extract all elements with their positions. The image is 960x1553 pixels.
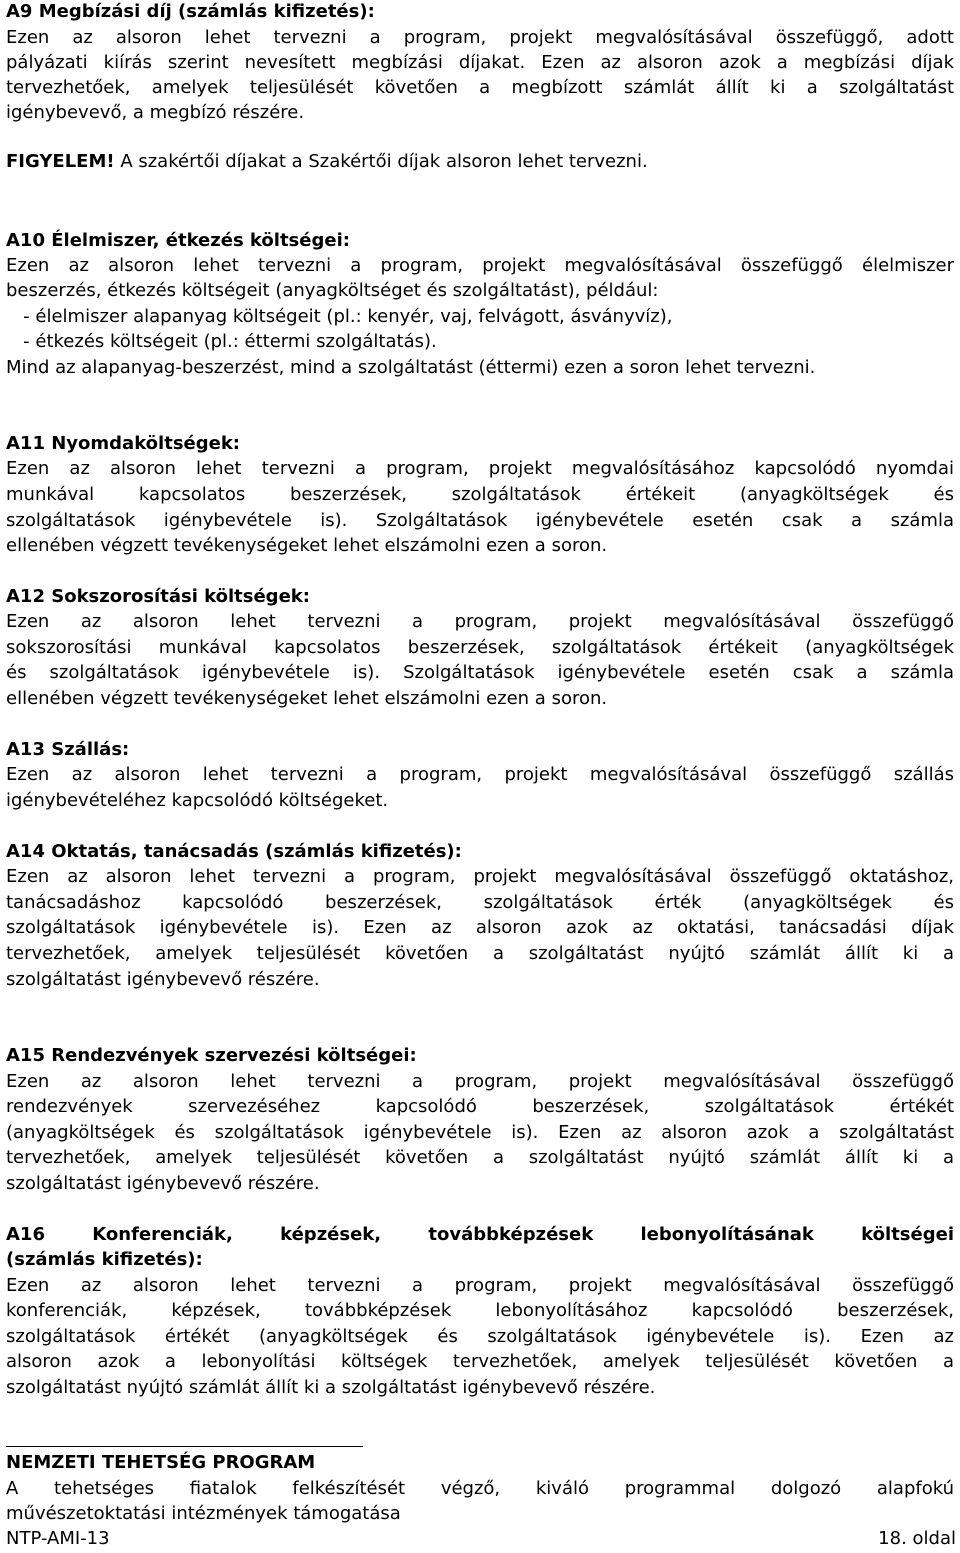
notice-text: A szakértői díjakat a Szakértői díjak alsoron lehet tervezni. xyxy=(114,151,648,172)
section-a16-line: szolgáltatások értékét (anyagköltségek és szolgáltatások igénybevétele is). Ezen az xyxy=(6,1326,954,1347)
notice-line xyxy=(6,151,648,173)
section-a16-heading: A16 Konferenciák, képzések, továbbképzések lebonyolításának költségei xyxy=(6,1224,954,1245)
section-a10-list-item: - étkezés költségeit (pl.: éttermi szolgáltatás). xyxy=(6,331,437,352)
section-a14-heading: A14 Oktatás, tanácsadás (számlás kifizetés): xyxy=(6,841,462,862)
section-a9-line: Ezen az alsoron lehet tervezni a program, projekt megvalósításával összefüggő, adott xyxy=(6,27,954,48)
section-a10-line: Ezen az alsoron lehet tervezni a program, projekt megvalósításával összefüggő élelmiszer xyxy=(6,255,954,276)
section-a10-line: beszerzés, étkezés költségeit (anyagköltséget és szolgáltatást), például: xyxy=(6,280,659,301)
section-a16-line: konferenciák, képzések, továbbképzések lebonyolításához kapcsolódó beszerzések, xyxy=(6,1300,954,1321)
section-a15-line: szolgáltatást igénybevevő részére. xyxy=(6,1173,320,1194)
section-a11-line: munkával kapcsolatos beszerzések, szolgáltatások értékeit (anyagköltségek és xyxy=(6,484,954,505)
section-a16-line: alsoron azok a lebonyolítási költségek tervezhetőek, amelyek teljesülését követően a xyxy=(6,1351,954,1372)
section-a14-line: szolgáltatások igénybevétele is). Ezen az alsoron azok az oktatási, tanácsadási díjak xyxy=(6,917,954,938)
section-a15-line: (anyagköltségek és szolgáltatások igénybevétele is). Ezen az alsoron azok a szolgáltatást xyxy=(6,1122,954,1143)
section-a16-heading-cont: (számlás kifizetés): xyxy=(6,1249,203,1270)
section-a10-list-item: - élelmiszer alapanyag költségeit (pl.: kenyér, vaj, felvágott, ásványvíz), xyxy=(6,306,673,327)
section-a15-line: rendezvények szervezéséhez kapcsolódó beszerzések, szolgáltatások értékét xyxy=(6,1096,954,1117)
section-a16-line: szolgáltatást nyújtó számlát állít ki a szolgáltatást igénybevevő részére. xyxy=(6,1377,656,1398)
footer-program-title: NEMZETI TEHETSÉG PROGRAM xyxy=(6,1452,316,1473)
section-a9-line: igénybevevő, a megbízó részére. xyxy=(6,102,305,123)
footer-page-number: 18. oldal xyxy=(878,1528,956,1549)
notice-label: FIGYELEM! xyxy=(6,151,115,172)
footer-description: A tehetséges fiatalok felkészítését végző, kiváló programmal dolgozó alapfokú xyxy=(6,1478,954,1499)
section-a13-line: Ezen az alsoron lehet tervezni a program, projekt megvalósításával összefüggő szállás xyxy=(6,764,954,785)
section-a12-heading: A12 Sokszorosítási költségek: xyxy=(6,586,310,607)
section-a15-heading: A15 Rendezvények szervezési költségei: xyxy=(6,1045,417,1066)
section-a10-heading: A10 Élelmiszer, étkezés költségei: xyxy=(6,230,350,251)
section-a11-line: Ezen az alsoron lehet tervezni a program, projekt megvalósításához kapcsolódó nyomdai xyxy=(6,458,954,479)
section-a14-line: Ezen az alsoron lehet tervezni a program, projekt megvalósításával összefüggő oktatáshoz, xyxy=(6,866,954,887)
section-a14-line: tervezhetőek, amelyek teljesülését követően a szolgáltatást nyújtó számlát állít ki a xyxy=(6,943,954,964)
section-a11-heading: A11 Nyomdaköltségek: xyxy=(6,433,241,454)
section-a13-heading: A13 Szállás: xyxy=(6,739,130,760)
section-a12-line: ellenében végzett tevékenységeket lehet elszámolni ezen a soron. xyxy=(6,688,608,709)
section-a15-line: tervezhetőek, amelyek teljesülését követően a szolgáltatást nyújtó számlát állít ki a xyxy=(6,1147,954,1168)
section-a14-line: tanácsadáshoz kapcsolódó beszerzések, szolgáltatások érték (anyagköltségek és xyxy=(6,892,954,913)
section-a9-heading: A9 Megbízási díj (számlás kifizetés): xyxy=(6,1,375,22)
section-a12-line: sokszorosítási munkával kapcsolatos beszerzések, szolgáltatások értékeit (anyagköltségek xyxy=(6,637,954,658)
section-a11-line: szolgáltatások igénybevétele is). Szolgáltatások igénybevétele esetén csak a számla xyxy=(6,510,954,531)
section-a16-line: Ezen az alsoron lehet tervezni a program, projekt megvalósításával összefüggő xyxy=(6,1275,954,1296)
section-a11-line: ellenében végzett tevékenységeket lehet elszámolni ezen a soron. xyxy=(6,535,608,556)
section-a10-line: Mind az alapanyag-beszerzést, mind a szolgáltatást (éttermi) ezen a soron lehet tervezni. xyxy=(6,357,816,378)
footer-document-code: NTP-AMI-13 xyxy=(6,1528,110,1549)
section-a12-line: és szolgáltatások igénybevétele is). Szolgáltatások igénybevétele esetén csak a számla xyxy=(6,662,954,683)
section-a9-line: tervezhetőek, amelyek teljesülését követően a megbízott számlát állít ki a szolgáltatást xyxy=(6,77,954,98)
footer-rule xyxy=(6,1446,363,1447)
footer-description: művészetoktatási intézmények támogatása xyxy=(6,1503,401,1524)
section-a14-line: szolgáltatást igénybevevő részére. xyxy=(6,969,320,990)
section-a9-line: pályázati kiírás szerint nevesített megbízási díjakat. Ezen az alsoron azok a megbízási díjak xyxy=(6,52,954,73)
section-a13-line: igénybevételéhez kapcsolódó költségeket. xyxy=(6,790,389,811)
section-a12-line: Ezen az alsoron lehet tervezni a program, projekt megvalósításával összefüggő xyxy=(6,611,954,632)
section-a15-line: Ezen az alsoron lehet tervezni a program, projekt megvalósításával összefüggő xyxy=(6,1071,954,1092)
